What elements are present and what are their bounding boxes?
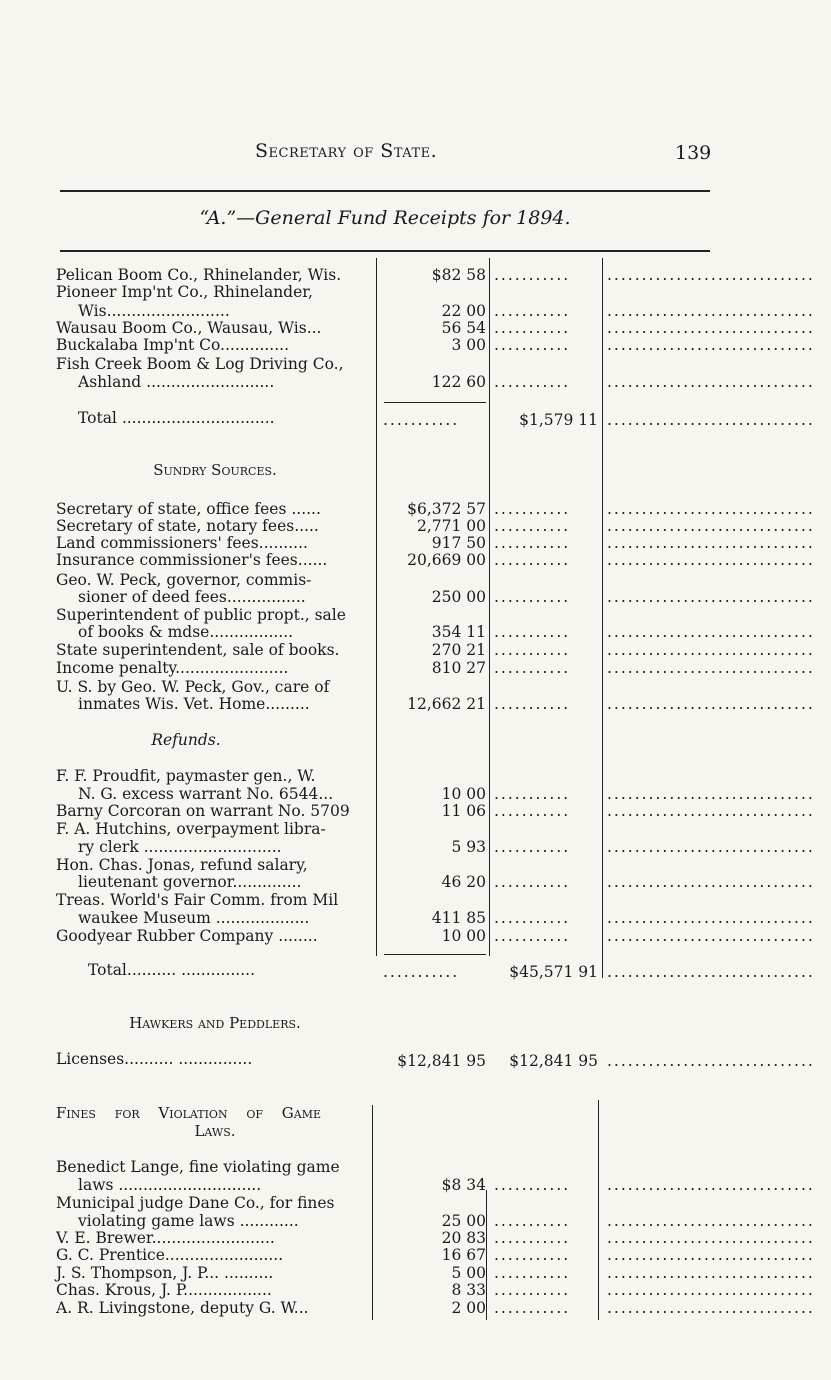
top-rule xyxy=(60,190,710,192)
dot-leader: .............................. xyxy=(607,1264,815,1282)
dot-leader: ........... xyxy=(494,588,571,606)
dot-leader: ........... xyxy=(383,411,460,429)
total-label: Total ............................... xyxy=(78,409,275,427)
boom-row-label: Buckalaba Imp'nt Co.............. xyxy=(56,336,290,354)
fine-row-amount: 5 00 xyxy=(451,1264,486,1282)
refund-row-amount: 10 00 xyxy=(441,927,486,945)
boom-row-label: Ashland .......................... xyxy=(78,373,275,391)
sundry-row-amount: 270 21 xyxy=(431,641,486,659)
page-number: 139 xyxy=(675,142,712,164)
section-heading-refunds: Refunds. xyxy=(151,731,221,749)
dot-leader: .............................. xyxy=(607,838,815,856)
dot-leader: .............................. xyxy=(607,909,815,927)
sundry-row-label: inmates Wis. Vet. Home......... xyxy=(78,695,310,713)
refund-row-label: F. A. Hutchins, overpayment libra- xyxy=(56,820,326,838)
sundry-row-label: State superintendent, sale of books. xyxy=(56,641,340,659)
fine-row-label: Benedict Lange, fine violating game xyxy=(56,1158,340,1176)
fine-row-label: violating game laws ............ xyxy=(78,1212,299,1230)
dot-leader: ........... xyxy=(494,302,571,320)
section-heading-sundry: Sundry Sources. xyxy=(153,461,277,479)
dot-leader: .............................. xyxy=(607,963,815,981)
fine-row-amount: $8 34 xyxy=(441,1176,486,1194)
sundry-row-label: of books & mdse................. xyxy=(78,623,294,641)
dot-leader: ........... xyxy=(494,785,571,803)
dot-leader: .............................. xyxy=(607,336,815,354)
refund-row-amount: 46 20 xyxy=(441,873,486,891)
dot-leader: .............................. xyxy=(607,785,815,803)
refund-row-amount: 11 06 xyxy=(441,802,486,820)
dot-leader: ........... xyxy=(494,1299,571,1317)
refund-row-label: lieutenant governor.............. xyxy=(78,873,302,891)
dot-leader: .............................. xyxy=(607,659,815,677)
fine-row-amount: 8 33 xyxy=(451,1281,486,1299)
title-rule xyxy=(60,250,710,252)
sundry-row-amount: 2,771 00 xyxy=(416,517,486,535)
total-label: Total.......... ............... xyxy=(88,961,255,979)
dot-leader: ........... xyxy=(383,963,460,981)
section-heading-fines: Fines for Violation of Game xyxy=(56,1104,321,1122)
column-rule-1 xyxy=(376,258,377,956)
sundry-row-label: Insurance commissioner's fees...... xyxy=(56,551,328,569)
sundry-row-label: Land commissioners' fees.......... xyxy=(56,534,308,552)
refund-row-label: Goodyear Rubber Company ........ xyxy=(56,927,318,945)
dot-leader: ........... xyxy=(494,802,571,820)
fine-row-label: laws ............................. xyxy=(78,1176,262,1194)
boom-row-amount: $82 58 xyxy=(431,266,486,284)
sundry-row-amount: $6,372 57 xyxy=(407,500,486,518)
boom-row-amount: 3 00 xyxy=(451,336,486,354)
dot-leader: ........... xyxy=(494,623,571,641)
fine-row-label: J. S. Thompson, J. P... .......... xyxy=(56,1264,274,1282)
sundry-row-amount: 250 00 xyxy=(431,588,486,606)
dot-leader: ........... xyxy=(494,336,571,354)
dot-leader: ........... xyxy=(494,838,571,856)
refund-row-amount: 10 00 xyxy=(441,785,486,803)
sundry-row-amount: 20,669 00 xyxy=(407,551,486,569)
boom-row-label: Wis......................... xyxy=(78,302,230,320)
section-heading-hawkers: Hawkers and Peddlers. xyxy=(129,1014,301,1032)
dot-leader: ........... xyxy=(494,1281,571,1299)
total-amount: $1,579 11 xyxy=(519,411,598,429)
refund-row-label: F. F. Proudfit, paymaster gen., W. xyxy=(56,767,316,785)
dot-leader: .............................. xyxy=(607,1299,815,1317)
dot-leader: .............................. xyxy=(607,588,815,606)
licenses-label: Licenses.......... ............... xyxy=(56,1050,253,1068)
refund-row-amount: 5 93 xyxy=(451,838,486,856)
dot-leader: ........... xyxy=(494,1246,571,1264)
boom-row-label: Wausau Boom Co., Wausau, Wis... xyxy=(56,319,322,337)
dot-leader: ........... xyxy=(494,641,571,659)
dot-leader: .............................. xyxy=(607,266,815,284)
refund-row-label: Hon. Chas. Jonas, refund salary, xyxy=(56,856,308,874)
dot-leader: ........... xyxy=(494,909,571,927)
dot-leader: ........... xyxy=(494,551,571,569)
dot-leader: .............................. xyxy=(607,411,815,429)
sundry-row-label: Superintendent of public propt., sale xyxy=(56,606,346,624)
dot-leader: .............................. xyxy=(607,551,815,569)
fine-row-label: Chas. Krous, J. P.................. xyxy=(56,1281,272,1299)
dot-leader: .............................. xyxy=(607,623,815,641)
column-rule-2 xyxy=(489,258,490,956)
sundry-row-amount: 810 27 xyxy=(431,659,486,677)
running-title: Secretary of State. xyxy=(255,140,438,162)
fine-row-amount: 25 00 xyxy=(441,1212,486,1230)
refund-row-label: Treas. World's Fair Comm. from Mil xyxy=(56,891,339,909)
dot-leader: .............................. xyxy=(607,1052,815,1070)
fine-row-amount: 16 67 xyxy=(441,1246,486,1264)
dot-leader: ........... xyxy=(494,319,571,337)
sundry-row-label: Secretary of state, office fees ...... xyxy=(56,500,321,518)
dot-leader: ........... xyxy=(494,373,571,391)
dot-leader: ........... xyxy=(494,1264,571,1282)
sundry-row-label: Geo. W. Peck, governor, commis- xyxy=(56,571,312,589)
table-title: “A.”—General Fund Receipts for 1894. xyxy=(199,207,571,229)
dot-leader: .............................. xyxy=(607,517,815,535)
refund-row-amount: 411 85 xyxy=(431,909,486,927)
dot-leader: .............................. xyxy=(607,373,815,391)
fine-row-amount: 2 00 xyxy=(451,1299,486,1317)
fine-row-label: A. R. Livingstone, deputy G. W... xyxy=(56,1299,309,1317)
dot-leader: .............................. xyxy=(607,500,815,518)
dot-leader: .............................. xyxy=(607,873,815,891)
refund-row-label: Barny Corcoran on warrant No. 5709 xyxy=(56,802,350,820)
licenses-total: $12,841 95 xyxy=(509,1052,598,1070)
sundry-row-amount: 354 11 xyxy=(431,623,486,641)
sum-rule-1 xyxy=(384,402,486,403)
column-rule-3 xyxy=(602,258,603,978)
dot-leader: .............................. xyxy=(607,927,815,945)
dot-leader: ........... xyxy=(494,517,571,535)
licenses-amount: $12,841 95 xyxy=(397,1052,486,1070)
fine-row-amount: 20 83 xyxy=(441,1229,486,1247)
dot-leader: .............................. xyxy=(607,641,815,659)
sundry-row-label: sioner of deed fees................ xyxy=(78,588,306,606)
boom-row-amount: 22 00 xyxy=(441,302,486,320)
dot-leader: ........... xyxy=(494,1176,571,1194)
sundry-row-label: Secretary of state, notary fees..... xyxy=(56,517,319,535)
dot-leader: .............................. xyxy=(607,1229,815,1247)
total-amount: $45,571 91 xyxy=(509,963,598,981)
dot-leader: .............................. xyxy=(607,302,815,320)
dot-leader: .............................. xyxy=(607,319,815,337)
refund-row-label: N. G. excess warrant No. 6544... xyxy=(78,785,334,803)
dot-leader: ........... xyxy=(494,266,571,284)
dot-leader: ........... xyxy=(494,873,571,891)
column-rule-2b xyxy=(486,1190,487,1320)
dot-leader: ........... xyxy=(494,659,571,677)
fine-row-label: V. E. Brewer......................... xyxy=(56,1229,275,1247)
dot-leader: .............................. xyxy=(607,1212,815,1230)
sundry-row-amount: 12,662 21 xyxy=(407,695,486,713)
sum-rule-2 xyxy=(384,954,486,955)
dot-leader: .............................. xyxy=(607,802,815,820)
dot-leader: .............................. xyxy=(607,695,815,713)
refund-row-label: ry clerk ............................ xyxy=(78,838,282,856)
boom-row-amount: 56 54 xyxy=(441,319,486,337)
sundry-row-label: U. S. by Geo. W. Peck, Gov., care of xyxy=(56,678,330,696)
dot-leader: ........... xyxy=(494,534,571,552)
dot-leader: ........... xyxy=(494,1229,571,1247)
column-rule-3b xyxy=(598,1100,599,1320)
sundry-row-amount: 917 50 xyxy=(431,534,486,552)
boom-row-label: Pelican Boom Co., Rhinelander, Wis. xyxy=(56,266,342,284)
section-heading-fines-2: Laws. xyxy=(194,1122,236,1140)
refund-row-label: waukee Museum ................... xyxy=(78,909,310,927)
dot-leader: .............................. xyxy=(607,1281,815,1299)
dot-leader: ........... xyxy=(494,695,571,713)
dot-leader: ........... xyxy=(494,927,571,945)
sundry-row-label: Income penalty....................... xyxy=(56,659,289,677)
boom-row-label: Fish Creek Boom & Log Driving Co., xyxy=(56,355,344,373)
boom-row-label: Pioneer Imp'nt Co., Rhinelander, xyxy=(56,283,313,301)
fine-row-label: G. C. Prentice........................ xyxy=(56,1246,284,1264)
dot-leader: ........... xyxy=(494,1212,571,1230)
dot-leader: .............................. xyxy=(607,534,815,552)
fine-row-label: Municipal judge Dane Co., for fines xyxy=(56,1194,335,1212)
boom-row-amount: 122 60 xyxy=(431,373,486,391)
dot-leader: .............................. xyxy=(607,1176,815,1194)
dot-leader: .............................. xyxy=(607,1246,815,1264)
dot-leader: ........... xyxy=(494,500,571,518)
